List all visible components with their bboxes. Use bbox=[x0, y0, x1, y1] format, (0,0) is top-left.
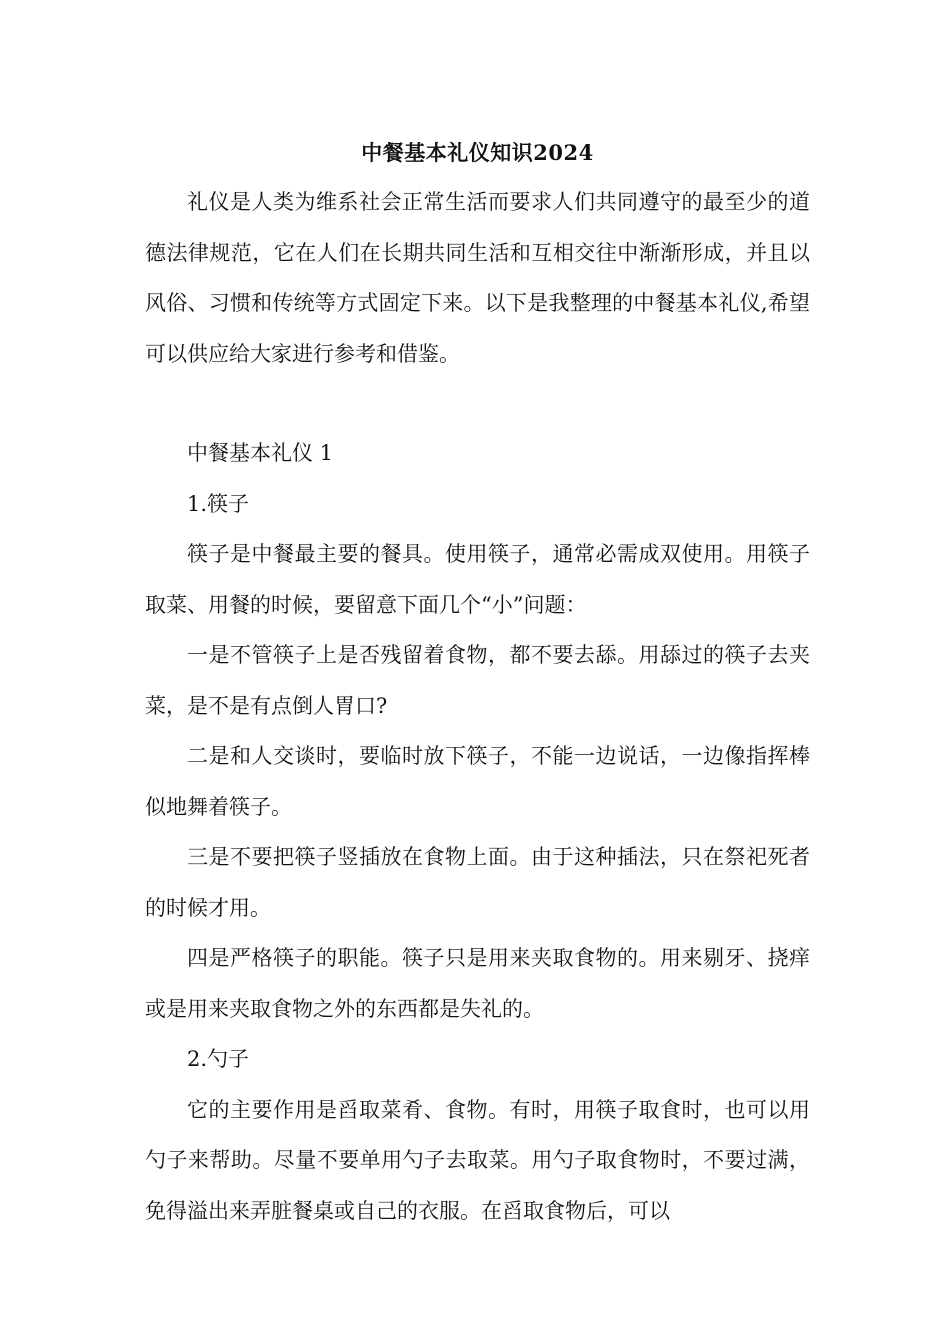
document-title: 中餐基本礼仪知识2024 bbox=[361, 140, 594, 165]
body-paragraph: 筷子是中餐最主要的餐具。使用筷子，通常必需成双使用。用筷子取菜、用餐的时候，要留意下面几个“小”问题： bbox=[145, 542, 810, 617]
document-body bbox=[145, 133, 810, 1236]
body-paragraph: 三是不要把筷子竖插放在食物上面。由于这种插法，只在祭祀死者的时候才用。 bbox=[145, 845, 810, 920]
paragraph-gap bbox=[145, 379, 810, 428]
intro-paragraph: 礼仪是人类为维系社会正常生活而要求人们共同遵守的最至少的道德法律规范，它在人们在长期共同生活和互相交往中渐渐形成，并且以风俗、习惯和传统等方式固定下来。以下是我整理的中餐基本礼仪,希望可以供应给大家进行参考和借鉴。 bbox=[145, 190, 810, 366]
body-paragraph: 四是严格筷子的职能。筷子只是用来夹取食物的。用来剔牙、挠痒或是用来夹取食物之外的东西都是失礼的。 bbox=[145, 946, 810, 1021]
subheading-chopsticks: 1.筷子 bbox=[187, 491, 250, 516]
section-heading: 中餐基本礼仪 1 bbox=[187, 441, 334, 465]
body-paragraph: 它的主要作用是舀取菜肴、食物。有时，用筷子取食时，也可以用勺子来帮助。尽量不要单用勺子去取菜。用勺子取食物时，不要过满，免得溢出来弄脏餐桌或自己的衣服。在舀取食物后，可以 bbox=[145, 1097, 810, 1223]
subheading-spoon: 2.勺子 bbox=[187, 1047, 250, 1071]
body-paragraph: 二是和人交谈时，要临时放下筷子，不能一边说话，一边像指挥棒似地舞着筷子。 bbox=[145, 744, 810, 819]
body-paragraph: 一是不管筷子上是否残留着食物，都不要去舔。用舔过的筷子去夹菜，是不是有点倒人胃口? bbox=[145, 643, 810, 718]
